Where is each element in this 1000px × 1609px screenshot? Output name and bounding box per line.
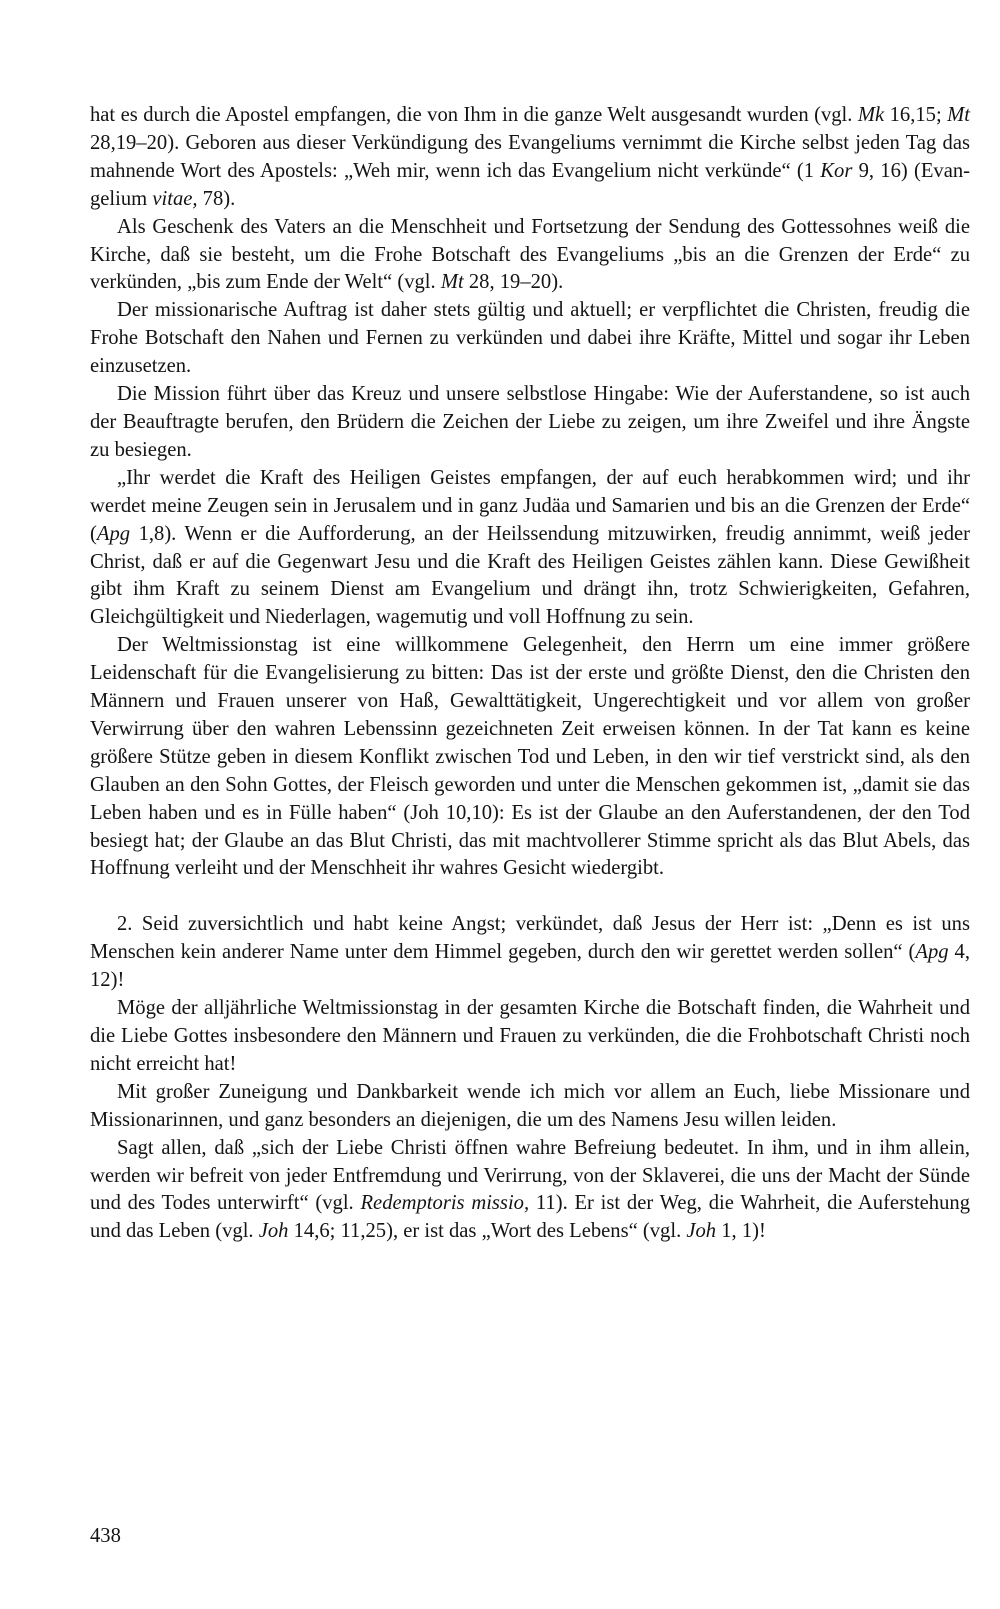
paragraph-10: Sagt allen, daß „sich der Liebe Christi öffnen wahre Befreiung bedeutet. In ihm, und in ihm allein, werden wir befreit von jeder Entfremdung und Verirrung, von der Sklaverei, die uns der Macht der Sünde und des Todes unterwirft“ (vgl. Redemptoris missio, 11). Er ist der Weg, die Wahrheit, die Auferstehung und das Leben (vgl. Joh 14,6; 11,25), er ist das „Wort des Lebens“ (vgl. Joh 1, 1)! [90, 1136, 970, 1243]
citation-abbrev: Redemptoris missio, [360, 1192, 530, 1215]
citation-abbrev: Kor [820, 159, 853, 182]
paragraph-1: hat es durch die Apostel empfangen, die von Ihm in die ganze Welt ausgesandt wurden (vgl. Mk 16,15; Mt 28,19–20). Geboren aus dieser Verkündigung des Evangeliums vernimmt die Kirche selbst jeden Tag das mahnende Wort des Apostels: „Weh mir, wenn ich das Evangelium nicht verkünde“ (1 Kor 9, 16) (Evangelium vitae, 78). [90, 104, 971, 210]
page-number: 438 [90, 1525, 121, 1547]
citation-abbrev: Mk [857, 104, 885, 126]
citation-abbrev: Apg [96, 522, 131, 545]
paragraph-5: „Ihr werdet die Kraft des Heiligen Geistes empfangen, der auf euch herabkommen wird; und ihr werdet meine Zeugen sein in Jerusalem und in ganz Judäa und Samarien und bis an die Grenzen der Erde“ (Apg 1,8). Wenn er die Aufforderung, an der Heilssendung mitzuwirken, freudig annimmt, weiß jeder Christ, daß er auf die Gegenwart Jesu und die Kraft des Heiligen Geistes zählen kann. Diese Gewißheit gibt ihm Kraft zu seinem Dienst am Evangelium und drängt ihn, trotz Schwierigkeiten, Gefahren, Gleichgültigkeit und Niederlagen, wagemutig und voll Hoffnung zu sein. [90, 466, 970, 629]
paragraph-6: Der Weltmissionstag ist eine willkommene Gelegenheit, den Herrn um eine immer größere Leidenschaft für die Evangelisierung zu bitten: Das ist der erste und größte Dienst, den die Christen den Männern und Frauen unserer von Haß, Gewalttätigkeit, Ungerechtigkeit und vor allem von großer Verwirrung über den wahren Lebenssinn gezeichneten Zeit erweisen können. In der Tat kann es keine größere Stütze geben in diesem Konflikt zwischen Tod und Leben, in den wir tief verstrickt sind, als den Glauben an den Sohn Gottes, der Fleisch geworden und unter die Menschen gekommen ist, „damit sie das Leben haben und es in Fülle haben“ (Joh 10,10): Es ist der Glaube an den Auferstandenen, der den Tod besiegt hat; der Glaube an das Blut Christi, das mit machtvollerer Stimme spricht als das Blut Abels, das Hoffnung verleiht und der Menschheit ihr wahres Gesicht wiedergibt. [90, 634, 970, 880]
citation-abbrev: Mt [947, 104, 971, 126]
paragraph-4: Die Mission führt über das Kreuz und unsere selbstlose Hingabe: Wie der Auferstandene, so ist auch der Beauftragte berufen, den Brüdern die Zeichen der Liebe zu zeigen, um ihre Zweifel und ihre Ängste zu besiegen. [90, 383, 970, 461]
citation-abbrev: vitae, [152, 187, 198, 210]
citation-abbrev: Joh [686, 1220, 717, 1243]
paragraph-9: Mit großer Zuneigung und Dankbarkeit wende ich mich vor allem an Euch, liebe Missionare und Missionarinnen, und ganz besonders an diejenigen, die um des Namens Jesu willen leiden. [90, 1080, 970, 1131]
paragraph-8: Möge der alljährliche Weltmissionstag in der gesamten Kirche die Botschaft finden, die Wahrheit und die Liebe Gottes insbesondere den Männern und Frauen zu verkünden, die die Frohbotschaft Christi noch nicht erreicht hat! [90, 997, 970, 1075]
section-2-paragraph: 2. Seid zuversichtlich und habt keine Angst; verkündet, daß Jesus der Herr ist: „Denn es ist uns Menschen kein anderer Name unter dem Himmel gegeben, durch den wir gerettet werden sollen“ (Apg 4, 12)! [90, 913, 970, 992]
paragraph-3: Der missionarische Auftrag ist daher stets gültig und aktuell; er verpflichtet die Christen, freudig die Frohe Botschaft den Nahen und Fernen zu verkünden und dabei ihre Kräfte, Mittel und sogar ihr Leben einzusetzen. [90, 299, 970, 378]
citation-abbrev: Mt [440, 271, 464, 294]
citation-abbrev: Apg [915, 941, 949, 964]
paragraph-2: Als Geschenk des Vaters an die Menschheit und Fortsetzung der Sendung des Gottessohnes weiß die Kirche, daß sie besteht, um die Frohe Botschaft des Evangeliums „bis an die Grenzen der Erde“ zu verkünden, „bis zum Ende der Welt“ (vgl. Mt 28, 19–20). [90, 215, 970, 294]
citation-abbrev: Joh [258, 1220, 289, 1243]
document-body [90, 102, 970, 1246]
